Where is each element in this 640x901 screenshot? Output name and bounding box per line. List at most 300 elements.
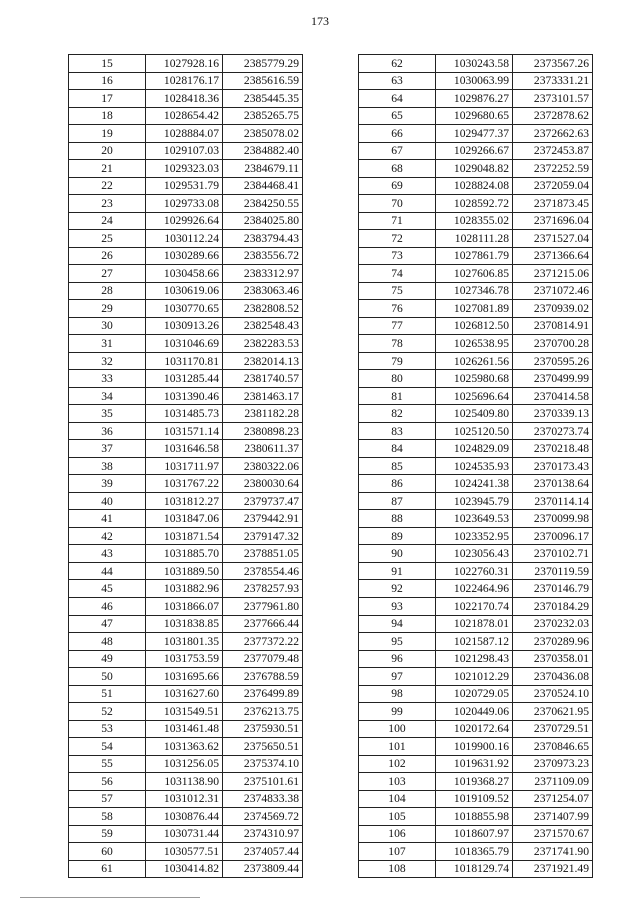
table-row xyxy=(69,703,303,721)
point-number-cell: 84 xyxy=(359,440,436,458)
x-coordinate-cell: 1025696.64 xyxy=(436,387,513,405)
point-number-cell: 55 xyxy=(69,755,146,773)
y-coordinate-cell: 2370621.95 xyxy=(513,703,593,721)
x-coordinate-cell: 1018365.79 xyxy=(436,843,513,861)
table-row xyxy=(69,597,303,615)
y-coordinate-cell: 2380030.64 xyxy=(223,475,303,493)
table-row xyxy=(69,230,303,248)
table-row xyxy=(69,352,303,370)
table-row xyxy=(69,720,303,738)
y-coordinate-cell: 2374569.72 xyxy=(223,808,303,826)
table-row xyxy=(359,352,593,370)
table-row xyxy=(359,597,593,615)
x-coordinate-cell: 1030289.66 xyxy=(146,247,223,265)
y-coordinate-cell: 2383312.97 xyxy=(223,265,303,283)
table-row xyxy=(359,160,593,178)
table-row xyxy=(359,55,593,73)
x-coordinate-cell: 1028654.42 xyxy=(146,107,223,125)
y-coordinate-cell: 2371696.04 xyxy=(513,212,593,230)
x-coordinate-cell: 1029926.64 xyxy=(146,212,223,230)
y-coordinate-cell: 2381182.28 xyxy=(223,405,303,423)
table-row xyxy=(359,650,593,668)
x-coordinate-cell: 1020172.64 xyxy=(436,720,513,738)
y-coordinate-cell: 2375374.10 xyxy=(223,755,303,773)
y-coordinate-cell: 2370846.65 xyxy=(513,738,593,756)
x-coordinate-cell: 1031882.96 xyxy=(146,580,223,598)
table-row xyxy=(359,142,593,160)
point-number-cell: 104 xyxy=(359,790,436,808)
y-coordinate-cell: 2377961.80 xyxy=(223,597,303,615)
point-number-cell: 62 xyxy=(359,55,436,73)
coordinates-table-right xyxy=(358,54,593,878)
point-number-cell: 20 xyxy=(69,142,146,160)
x-coordinate-cell: 1031138.90 xyxy=(146,773,223,791)
x-coordinate-cell: 1027606.85 xyxy=(436,265,513,283)
x-coordinate-cell: 1024535.93 xyxy=(436,457,513,475)
point-number-cell: 30 xyxy=(69,317,146,335)
x-coordinate-cell: 1030876.44 xyxy=(146,808,223,826)
y-coordinate-cell: 2375101.61 xyxy=(223,773,303,791)
point-number-cell: 105 xyxy=(359,808,436,826)
x-coordinate-cell: 1028592.72 xyxy=(436,195,513,213)
y-coordinate-cell: 2380611.37 xyxy=(223,440,303,458)
x-coordinate-cell: 1028884.07 xyxy=(146,125,223,143)
point-number-cell: 54 xyxy=(69,738,146,756)
x-coordinate-cell: 1030063.99 xyxy=(436,72,513,90)
x-coordinate-cell: 1027861.79 xyxy=(436,247,513,265)
x-coordinate-cell: 1018607.97 xyxy=(436,825,513,843)
point-number-cell: 107 xyxy=(359,843,436,861)
point-number-cell: 61 xyxy=(69,860,146,878)
x-coordinate-cell: 1019631.92 xyxy=(436,755,513,773)
x-coordinate-cell: 1031889.50 xyxy=(146,562,223,580)
x-coordinate-cell: 1031485.73 xyxy=(146,405,223,423)
table-row xyxy=(69,55,303,73)
y-coordinate-cell: 2371570.67 xyxy=(513,825,593,843)
x-coordinate-cell: 1028111.28 xyxy=(436,230,513,248)
y-coordinate-cell: 2375930.51 xyxy=(223,720,303,738)
point-number-cell: 16 xyxy=(69,72,146,90)
y-coordinate-cell: 2374833.38 xyxy=(223,790,303,808)
y-coordinate-cell: 2384468.41 xyxy=(223,177,303,195)
point-number-cell: 26 xyxy=(69,247,146,265)
x-coordinate-cell: 1029048.82 xyxy=(436,160,513,178)
x-coordinate-cell: 1019109.52 xyxy=(436,790,513,808)
x-coordinate-cell: 1029323.03 xyxy=(146,160,223,178)
x-coordinate-cell: 1023945.79 xyxy=(436,492,513,510)
x-coordinate-cell: 1020449.06 xyxy=(436,703,513,721)
y-coordinate-cell: 2370099.98 xyxy=(513,510,593,528)
point-number-cell: 74 xyxy=(359,265,436,283)
table-row xyxy=(69,387,303,405)
table-row xyxy=(359,212,593,230)
y-coordinate-cell: 2373101.57 xyxy=(513,90,593,108)
table-row xyxy=(359,685,593,703)
point-number-cell: 106 xyxy=(359,825,436,843)
point-number-cell: 32 xyxy=(69,352,146,370)
point-number-cell: 57 xyxy=(69,790,146,808)
point-number-cell: 86 xyxy=(359,475,436,493)
table-row xyxy=(69,580,303,598)
table-row xyxy=(69,422,303,440)
table-row xyxy=(69,492,303,510)
y-coordinate-cell: 2383794.43 xyxy=(223,230,303,248)
x-coordinate-cell: 1022464.96 xyxy=(436,580,513,598)
table-row xyxy=(359,510,593,528)
y-coordinate-cell: 2374057.44 xyxy=(223,843,303,861)
table-row xyxy=(359,562,593,580)
point-number-cell: 63 xyxy=(359,72,436,90)
y-coordinate-cell: 2370114.14 xyxy=(513,492,593,510)
table-row xyxy=(69,90,303,108)
x-coordinate-cell: 1021587.12 xyxy=(436,633,513,651)
point-number-cell: 24 xyxy=(69,212,146,230)
table-row xyxy=(69,633,303,651)
table-row xyxy=(69,370,303,388)
x-coordinate-cell: 1031549.51 xyxy=(146,703,223,721)
x-coordinate-cell: 1030414.82 xyxy=(146,860,223,878)
point-number-cell: 58 xyxy=(69,808,146,826)
point-number-cell: 36 xyxy=(69,422,146,440)
table-row xyxy=(69,440,303,458)
x-coordinate-cell: 1031285.44 xyxy=(146,370,223,388)
x-coordinate-cell: 1022760.31 xyxy=(436,562,513,580)
y-coordinate-cell: 2373809.44 xyxy=(223,860,303,878)
y-coordinate-cell: 2370595.26 xyxy=(513,352,593,370)
point-number-cell: 66 xyxy=(359,125,436,143)
y-coordinate-cell: 2370232.03 xyxy=(513,615,593,633)
point-number-cell: 93 xyxy=(359,597,436,615)
table-row xyxy=(359,720,593,738)
y-coordinate-cell: 2377372.22 xyxy=(223,633,303,651)
point-number-cell: 21 xyxy=(69,160,146,178)
point-number-cell: 108 xyxy=(359,860,436,878)
point-number-cell: 49 xyxy=(69,650,146,668)
table-row xyxy=(69,125,303,143)
x-coordinate-cell: 1026538.95 xyxy=(436,335,513,353)
y-coordinate-cell: 2370184.29 xyxy=(513,597,593,615)
table-row xyxy=(359,703,593,721)
y-coordinate-cell: 2382808.52 xyxy=(223,300,303,318)
x-coordinate-cell: 1030913.26 xyxy=(146,317,223,335)
x-coordinate-cell: 1025120.50 xyxy=(436,422,513,440)
x-coordinate-cell: 1028418.36 xyxy=(146,90,223,108)
table-row xyxy=(69,247,303,265)
table-row xyxy=(69,510,303,528)
y-coordinate-cell: 2383556.72 xyxy=(223,247,303,265)
table-row xyxy=(359,615,593,633)
table-row xyxy=(69,790,303,808)
table-row xyxy=(359,475,593,493)
table-row xyxy=(359,668,593,686)
y-coordinate-cell: 2373331.21 xyxy=(513,72,593,90)
y-coordinate-cell: 2382014.13 xyxy=(223,352,303,370)
point-number-cell: 56 xyxy=(69,773,146,791)
point-number-cell: 103 xyxy=(359,773,436,791)
y-coordinate-cell: 2378554.46 xyxy=(223,562,303,580)
table-row xyxy=(69,527,303,545)
y-coordinate-cell: 2372453.87 xyxy=(513,142,593,160)
point-number-cell: 64 xyxy=(359,90,436,108)
y-coordinate-cell: 2370814.91 xyxy=(513,317,593,335)
x-coordinate-cell: 1030243.58 xyxy=(436,55,513,73)
y-coordinate-cell: 2374310.97 xyxy=(223,825,303,843)
y-coordinate-cell: 2371254.07 xyxy=(513,790,593,808)
point-number-cell: 46 xyxy=(69,597,146,615)
table-row xyxy=(359,387,593,405)
y-coordinate-cell: 2376213.75 xyxy=(223,703,303,721)
table-row xyxy=(69,317,303,335)
point-number-cell: 23 xyxy=(69,195,146,213)
y-coordinate-cell: 2371215.06 xyxy=(513,265,593,283)
point-number-cell: 51 xyxy=(69,685,146,703)
y-coordinate-cell: 2370218.48 xyxy=(513,440,593,458)
x-coordinate-cell: 1031847.06 xyxy=(146,510,223,528)
page-edge-line xyxy=(20,897,200,898)
coordinates-table-left xyxy=(68,54,303,878)
table-row xyxy=(359,90,593,108)
table-row xyxy=(359,282,593,300)
table-row xyxy=(359,230,593,248)
y-coordinate-cell: 2370339.13 xyxy=(513,405,593,423)
y-coordinate-cell: 2370119.59 xyxy=(513,562,593,580)
table-row xyxy=(69,843,303,861)
point-number-cell: 91 xyxy=(359,562,436,580)
point-number-cell: 40 xyxy=(69,492,146,510)
point-number-cell: 52 xyxy=(69,703,146,721)
table-row xyxy=(359,335,593,353)
y-coordinate-cell: 2384025.80 xyxy=(223,212,303,230)
point-number-cell: 59 xyxy=(69,825,146,843)
point-number-cell: 85 xyxy=(359,457,436,475)
y-coordinate-cell: 2380898.23 xyxy=(223,422,303,440)
table-row xyxy=(69,475,303,493)
y-coordinate-cell: 2370414.58 xyxy=(513,387,593,405)
point-number-cell: 88 xyxy=(359,510,436,528)
table-row xyxy=(69,265,303,283)
x-coordinate-cell: 1029733.08 xyxy=(146,195,223,213)
y-coordinate-cell: 2371407.99 xyxy=(513,808,593,826)
table-row xyxy=(359,125,593,143)
y-coordinate-cell: 2375650.51 xyxy=(223,738,303,756)
y-coordinate-cell: 2384882.40 xyxy=(223,142,303,160)
point-number-cell: 92 xyxy=(359,580,436,598)
y-coordinate-cell: 2371527.04 xyxy=(513,230,593,248)
x-coordinate-cell: 1021298.43 xyxy=(436,650,513,668)
table-row xyxy=(359,808,593,826)
y-coordinate-cell: 2385616.59 xyxy=(223,72,303,90)
table-row xyxy=(69,755,303,773)
y-coordinate-cell: 2385078.02 xyxy=(223,125,303,143)
table-row xyxy=(69,668,303,686)
table-row xyxy=(69,457,303,475)
y-coordinate-cell: 2379442.91 xyxy=(223,510,303,528)
point-number-cell: 43 xyxy=(69,545,146,563)
table-row xyxy=(359,492,593,510)
point-number-cell: 17 xyxy=(69,90,146,108)
y-coordinate-cell: 2381740.57 xyxy=(223,370,303,388)
point-number-cell: 29 xyxy=(69,300,146,318)
y-coordinate-cell: 2370138.64 xyxy=(513,475,593,493)
point-number-cell: 98 xyxy=(359,685,436,703)
x-coordinate-cell: 1029266.67 xyxy=(436,142,513,160)
y-coordinate-cell: 2385445.35 xyxy=(223,90,303,108)
y-coordinate-cell: 2385265.75 xyxy=(223,107,303,125)
x-coordinate-cell: 1020729.05 xyxy=(436,685,513,703)
table-row xyxy=(69,825,303,843)
point-number-cell: 83 xyxy=(359,422,436,440)
table-row xyxy=(359,177,593,195)
x-coordinate-cell: 1023352.95 xyxy=(436,527,513,545)
table-row xyxy=(69,562,303,580)
x-coordinate-cell: 1031461.48 xyxy=(146,720,223,738)
y-coordinate-cell: 2379147.32 xyxy=(223,527,303,545)
table-row xyxy=(69,773,303,791)
point-number-cell: 73 xyxy=(359,247,436,265)
table-row xyxy=(359,107,593,125)
x-coordinate-cell: 1031753.59 xyxy=(146,650,223,668)
point-number-cell: 102 xyxy=(359,755,436,773)
x-coordinate-cell: 1027081.89 xyxy=(436,300,513,318)
x-coordinate-cell: 1022170.74 xyxy=(436,597,513,615)
y-coordinate-cell: 2382548.43 xyxy=(223,317,303,335)
x-coordinate-cell: 1031871.54 xyxy=(146,527,223,545)
table-row xyxy=(359,738,593,756)
y-coordinate-cell: 2383063.46 xyxy=(223,282,303,300)
y-coordinate-cell: 2376499.89 xyxy=(223,685,303,703)
x-coordinate-cell: 1027928.16 xyxy=(146,55,223,73)
point-number-cell: 38 xyxy=(69,457,146,475)
point-number-cell: 47 xyxy=(69,615,146,633)
point-number-cell: 31 xyxy=(69,335,146,353)
point-number-cell: 39 xyxy=(69,475,146,493)
point-number-cell: 68 xyxy=(359,160,436,178)
table-row xyxy=(69,685,303,703)
x-coordinate-cell: 1031711.97 xyxy=(146,457,223,475)
table-row xyxy=(69,650,303,668)
table-row xyxy=(69,545,303,563)
point-number-cell: 72 xyxy=(359,230,436,248)
y-coordinate-cell: 2370146.79 xyxy=(513,580,593,598)
x-coordinate-cell: 1019900.16 xyxy=(436,738,513,756)
x-coordinate-cell: 1029531.79 xyxy=(146,177,223,195)
x-coordinate-cell: 1028824.08 xyxy=(436,177,513,195)
point-number-cell: 96 xyxy=(359,650,436,668)
y-coordinate-cell: 2377666.44 xyxy=(223,615,303,633)
point-number-cell: 77 xyxy=(359,317,436,335)
table-row xyxy=(359,545,593,563)
y-coordinate-cell: 2372059.04 xyxy=(513,177,593,195)
x-coordinate-cell: 1023056.43 xyxy=(436,545,513,563)
point-number-cell: 45 xyxy=(69,580,146,598)
table-row xyxy=(359,405,593,423)
point-number-cell: 50 xyxy=(69,668,146,686)
x-coordinate-cell: 1030577.51 xyxy=(146,843,223,861)
point-number-cell: 33 xyxy=(69,370,146,388)
table-row xyxy=(69,212,303,230)
x-coordinate-cell: 1030770.65 xyxy=(146,300,223,318)
point-number-cell: 34 xyxy=(69,387,146,405)
y-coordinate-cell: 2384679.11 xyxy=(223,160,303,178)
point-number-cell: 78 xyxy=(359,335,436,353)
point-number-cell: 37 xyxy=(69,440,146,458)
y-coordinate-cell: 2371366.64 xyxy=(513,247,593,265)
y-coordinate-cell: 2370729.51 xyxy=(513,720,593,738)
table-row xyxy=(359,633,593,651)
point-number-cell: 41 xyxy=(69,510,146,528)
point-number-cell: 65 xyxy=(359,107,436,125)
x-coordinate-cell: 1018129.74 xyxy=(436,860,513,878)
table-row xyxy=(69,615,303,633)
x-coordinate-cell: 1021878.01 xyxy=(436,615,513,633)
y-coordinate-cell: 2372252.59 xyxy=(513,160,593,178)
x-coordinate-cell: 1031801.35 xyxy=(146,633,223,651)
x-coordinate-cell: 1031627.60 xyxy=(146,685,223,703)
point-number-cell: 70 xyxy=(359,195,436,213)
table-row xyxy=(69,808,303,826)
point-number-cell: 48 xyxy=(69,633,146,651)
x-coordinate-cell: 1031046.69 xyxy=(146,335,223,353)
point-number-cell: 95 xyxy=(359,633,436,651)
table-row xyxy=(359,580,593,598)
table-row xyxy=(69,335,303,353)
table-row xyxy=(69,107,303,125)
y-coordinate-cell: 2370273.74 xyxy=(513,422,593,440)
point-number-cell: 28 xyxy=(69,282,146,300)
x-coordinate-cell: 1031885.70 xyxy=(146,545,223,563)
x-coordinate-cell: 1031866.07 xyxy=(146,597,223,615)
x-coordinate-cell: 1029680.65 xyxy=(436,107,513,125)
table-row xyxy=(359,457,593,475)
y-coordinate-cell: 2378851.05 xyxy=(223,545,303,563)
point-number-cell: 99 xyxy=(359,703,436,721)
table-row xyxy=(359,773,593,791)
table-row xyxy=(359,300,593,318)
table-row xyxy=(69,177,303,195)
x-coordinate-cell: 1024241.38 xyxy=(436,475,513,493)
x-coordinate-cell: 1029477.37 xyxy=(436,125,513,143)
y-coordinate-cell: 2370102.71 xyxy=(513,545,593,563)
table-row xyxy=(359,247,593,265)
table-row xyxy=(359,860,593,878)
x-coordinate-cell: 1031838.85 xyxy=(146,615,223,633)
page-number: 173 xyxy=(311,14,329,28)
y-coordinate-cell: 2376788.59 xyxy=(223,668,303,686)
point-number-cell: 35 xyxy=(69,405,146,423)
point-number-cell: 87 xyxy=(359,492,436,510)
table-row xyxy=(69,142,303,160)
x-coordinate-cell: 1028176.17 xyxy=(146,72,223,90)
x-coordinate-cell: 1028355.02 xyxy=(436,212,513,230)
y-coordinate-cell: 2379737.47 xyxy=(223,492,303,510)
point-number-cell: 25 xyxy=(69,230,146,248)
table-row xyxy=(359,265,593,283)
point-number-cell: 90 xyxy=(359,545,436,563)
y-coordinate-cell: 2370524.10 xyxy=(513,685,593,703)
x-coordinate-cell: 1031571.14 xyxy=(146,422,223,440)
y-coordinate-cell: 2370289.96 xyxy=(513,633,593,651)
table-row xyxy=(359,790,593,808)
point-number-cell: 69 xyxy=(359,177,436,195)
table-row xyxy=(359,72,593,90)
point-number-cell: 53 xyxy=(69,720,146,738)
y-coordinate-cell: 2378257.93 xyxy=(223,580,303,598)
x-coordinate-cell: 1031170.81 xyxy=(146,352,223,370)
x-coordinate-cell: 1026261.56 xyxy=(436,352,513,370)
point-number-cell: 82 xyxy=(359,405,436,423)
y-coordinate-cell: 2371921.49 xyxy=(513,860,593,878)
point-number-cell: 22 xyxy=(69,177,146,195)
